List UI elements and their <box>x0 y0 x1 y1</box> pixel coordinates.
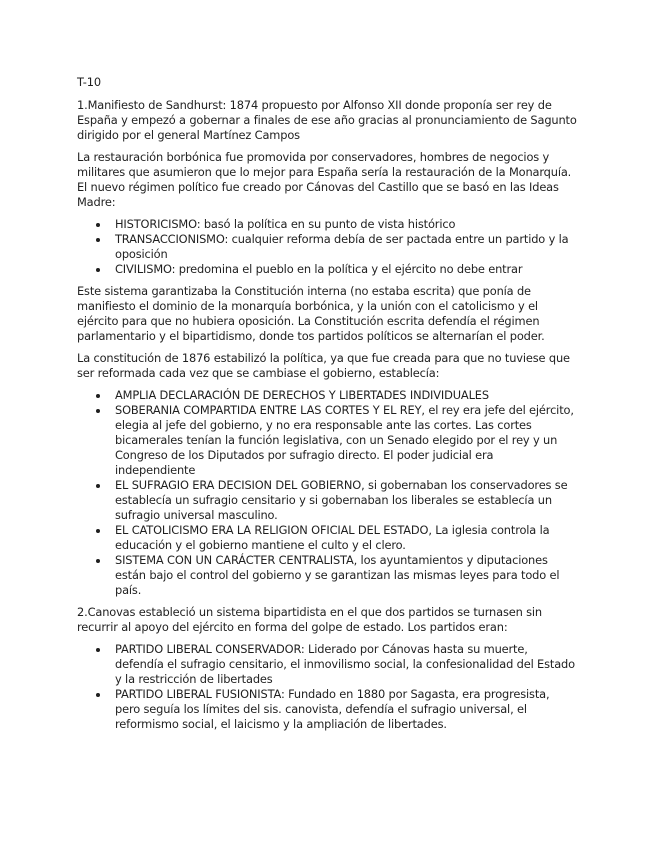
list-item: AMPLIA DECLARACIÓN DE DERECHOS Y LIBERTADES INDIVIDUALES <box>115 388 577 403</box>
bipartidismo-paragraph: 2.Canovas estableció un sistema bipartidista en el que dos partidos se turnasen sin recurrir al apoyo del ejército en forma del golpe de estado. Los partidos eran: <box>77 605 542 634</box>
list-item: PARTIDO LIBERAL FUSIONISTA: Fundado en 1880 por Sagasta, era progresista, pero seguía los límites del sis. canovista, defendía el sufragio universal, el reformismo social, el laicismo y la ampliación de libertades. <box>115 687 577 732</box>
list-item: SOBERANIA COMPARTIDA ENTRE LAS CORTES Y EL REY, el rey era jefe del ejército, elegia al jefe del gobierno, y no era responsable ante las cortes. Las cortes bicamerales tenían la función legislativa, con un Senado elegido por el rey y un Congreso de los Diputados por sufragio directo. El poder judicial era independiente <box>115 403 577 478</box>
list-item: CIVILISMO: predomina el pueblo en la política y el ejército no debe entrar <box>115 262 577 277</box>
list-item: SISTEMA CON UN CARÁCTER CENTRALISTA, los ayuntamientos y diputaciones están bajo el control del gobierno y se garantizan las mismas leyes para todo el país. <box>115 553 577 598</box>
manifiesto-paragraph: 1.Manifiesto de Sandhurst: 1874 propuesto por Alfonso XII donde proponía ser rey de España y empezó a gobernar a finales de ese año gracias al pronunciamiento de Sagunto dirigido por el general Martínez Campos <box>77 98 577 142</box>
document-page <box>77 75 577 739</box>
constitucion-list <box>77 388 577 598</box>
sistema-paragraph: Este sistema garantizaba la Constitución interna (no estaba escrita) que ponía de manifiesto el dominio de la monarquía borbónica, y la unión con el catolicismo y el ejército para que no hubiera oposición. La Constitución escrita defendía el régimen parlamentario y el bipartidismo, donde tos partidos políticos se alternarían el poder. <box>77 284 545 343</box>
restauracion-paragraph: La restauración borbónica fue promovida por conservadores, hombres de negocios y militares que asumieron que lo mejor para España sería la restauración de la Monarquía. El nuevo régimen político fue creado por Cánovas del Castillo que se basó en las Ideas Madre: <box>77 150 572 209</box>
list-item: TRANSACCIONISMO: cualquier reforma debía de ser pactada entre un partido y la oposición <box>115 232 577 262</box>
list-item: HISTORICISMO: basó la política en su punto de vista histórico <box>115 217 577 232</box>
list-item: EL SUFRAGIO ERA DECISION DEL GOBIERNO, si gobernaban los conservadores se establecía un sufragio censitario y si gobernaban los liberales se establecía un sufragio universal masculino. <box>115 478 577 523</box>
constitucion-paragraph: La constitución de 1876 estabilizó la política, ya que fue creada para que no tuviese que ser reformada cada vez que se cambiase el gobierno, establecía: <box>77 351 570 380</box>
list-item: PARTIDO LIBERAL CONSERVADOR: Liderado por Cánovas hasta su muerte, defendía el sufragio censitario, el inmovilismo social, la confesionalidad del Estado y la restricción de libertades <box>115 642 577 687</box>
list-item: EL CATOLICISMO ERA LA RELIGION OFICIAL DEL ESTADO, La iglesia controla la educación y el gobierno mantiene el culto y el clero. <box>115 523 577 553</box>
partidos-list <box>77 642 577 732</box>
ideas-madre-list <box>77 217 577 277</box>
document-code: T-10 <box>77 75 101 89</box>
